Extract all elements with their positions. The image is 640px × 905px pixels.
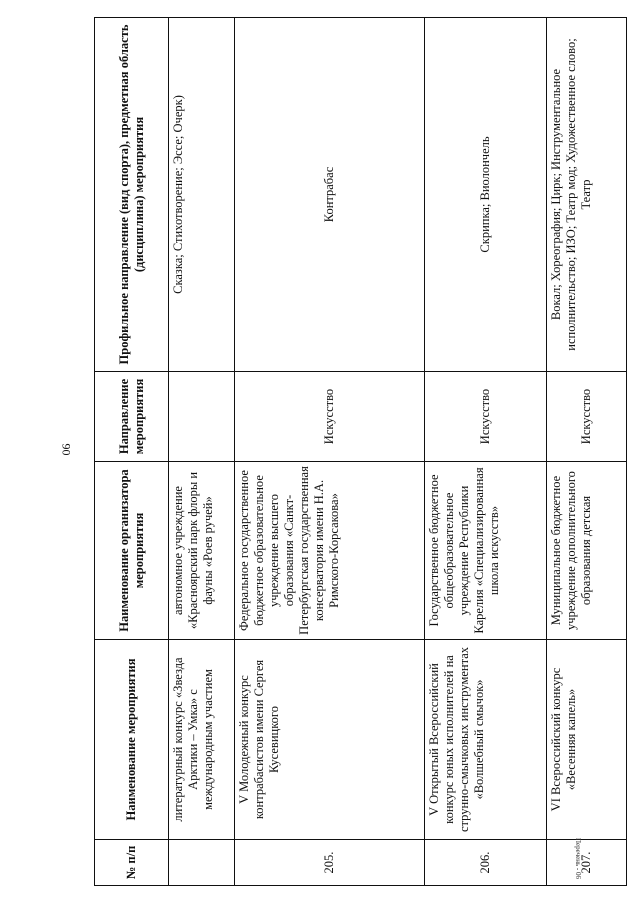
table-row (547, 18, 627, 886)
row-num: 206. (425, 840, 547, 886)
row-direction: Искусство (235, 372, 425, 462)
row-num (169, 840, 235, 886)
row-org: Муниципальное бюджетное учреждение дополнительного образования детская (547, 462, 627, 640)
row-profile: Вокал; Хореография; Цирк; Инструментальное исполнительство; ИЗО; Театр мод; Художественное слово; Театр (547, 18, 627, 372)
header-num: № п/п (95, 840, 169, 886)
row-event: VI Всероссийский конкурс «Весенняя капель» (547, 640, 627, 840)
header-profile: Профильное направление (вид спорта), предметная область (дисциплина) мероприятия (95, 18, 169, 372)
row-event: V Открытый Всероссийский конкурс юных исполнителей на струнно-смычковых инструментах «Волшебный смычок» (425, 640, 547, 840)
header-org: Наименование организатора мероприятия (95, 462, 169, 640)
row-org: автономное учреждение «Красноярский парк флоры и фауны «Роев ручей» (169, 462, 235, 640)
table-row (425, 18, 547, 886)
table-header-row (95, 18, 169, 886)
row-direction: Искусство (425, 372, 547, 462)
row-event: V Молодежный конкурс контрабасистов имени Сергея Кусевицкого (235, 640, 425, 840)
footer-note: Перечень - 06 (574, 838, 582, 879)
header-event: Наименование мероприятия (95, 640, 169, 840)
row-direction (169, 372, 235, 462)
row-direction: Искусство (547, 372, 627, 462)
row-event: литературный конкурс «Звезда Арктики – Умка» с международным участием (169, 640, 235, 840)
header-direction: Направление мероприятия (95, 372, 169, 462)
row-profile: Скрипка; Виолончель (425, 18, 547, 372)
row-org: Федеральное государственное бюджетное образовательное учреждение высшего образования «Санкт-Петербургская государственная консерватория имени Н.А. Римского-Корсакова» (235, 462, 425, 640)
table-row (169, 18, 235, 886)
events-table (94, 17, 627, 886)
page-number: 90 (59, 443, 74, 456)
document-table-rotated (94, 18, 626, 886)
row-org: Государственное бюджетное общеобразовательное учреждение Республики Карелия «Специализированная школа искусств» (425, 462, 547, 640)
row-num: 205. (235, 840, 425, 886)
row-profile: Контрабас (235, 18, 425, 372)
row-profile: Сказка; Стихотворение; Эссе; Очерк) (169, 18, 235, 372)
row-num: 207. (547, 840, 627, 886)
table-row (235, 18, 425, 886)
